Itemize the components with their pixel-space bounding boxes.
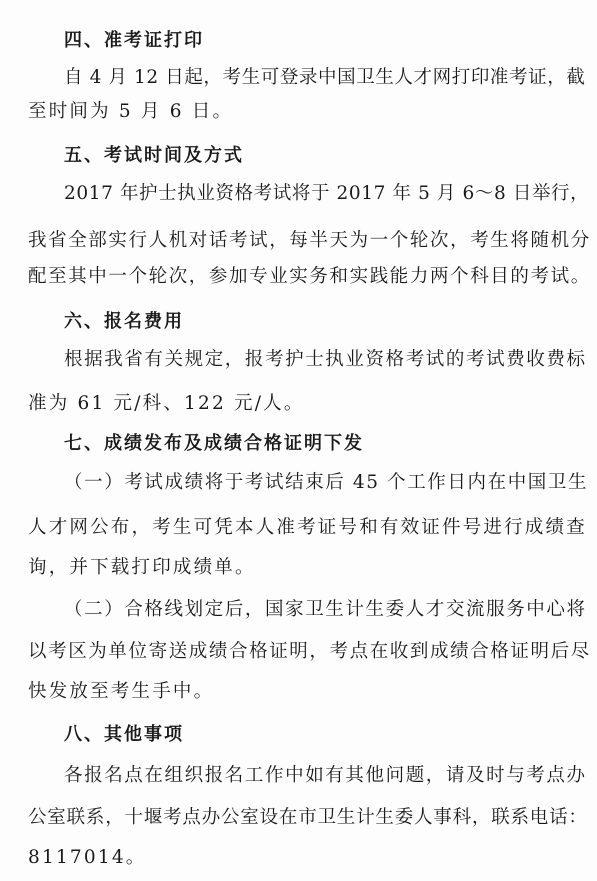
paragraph-line: 各报名点在组织报名工作中如有其他问题，请及时与考点办 xyxy=(64,765,587,786)
section-heading-4: 四、准考证打印 xyxy=(64,30,204,51)
paragraph-line: 询，并下载打印成绩单。 xyxy=(28,557,256,578)
paragraph-line: 至时间为 5 月 6 日。 xyxy=(28,101,234,122)
paragraph-line: 配至其中一个轮次，参加专业实务和实践能力两个科目的考试。 xyxy=(28,266,591,287)
section-heading-8: 八、其他事项 xyxy=(64,724,184,745)
paragraph-line: （一）考试成绩将于考试结束后 45 个工作日内在中国卫生 xyxy=(64,472,589,493)
paragraph-line: 快发放至考生手中。 xyxy=(28,681,215,702)
paragraph-line: 公室联系，十堰考点办公室设在市卫生计生委人事科，联系电话： xyxy=(28,807,588,828)
section-heading-6: 六、报名费用 xyxy=(64,311,184,332)
paragraph-line: 自 4 月 12 日起，考生可登录中国卫生人才网打印准考证，截 xyxy=(64,67,586,88)
paragraph-line: 我省全部实行人机对话考试，每半天为一个轮次，考生将随机分 xyxy=(28,230,591,251)
paragraph-line: 以考区为单位寄送成绩合格证明，考点在收到成绩合格证明后尽 xyxy=(28,641,591,662)
paragraph-line: （二）合格线划定后，国家卫生计生委人才交流服务中心将 xyxy=(64,599,587,620)
paragraph-line: 根据我省有关规定，报考护士执业资格考试的考试费收费标 xyxy=(64,349,587,370)
paragraph-line: 8117014。 xyxy=(28,847,147,868)
section-heading-5: 五、考试时间及方式 xyxy=(64,145,244,166)
section-heading-7: 七、成绩发布及成绩合格证明下发 xyxy=(64,433,364,454)
paragraph-line: 2017 年护士执业资格考试将于 2017 年 5 月 6～8 日举行， xyxy=(64,183,590,204)
paragraph-line: 准为 61 元/科、122 元/人。 xyxy=(28,393,305,414)
paragraph-line: 人才网公布，考生可凭本人准考证号和有效证件号进行成绩查 xyxy=(28,517,587,538)
